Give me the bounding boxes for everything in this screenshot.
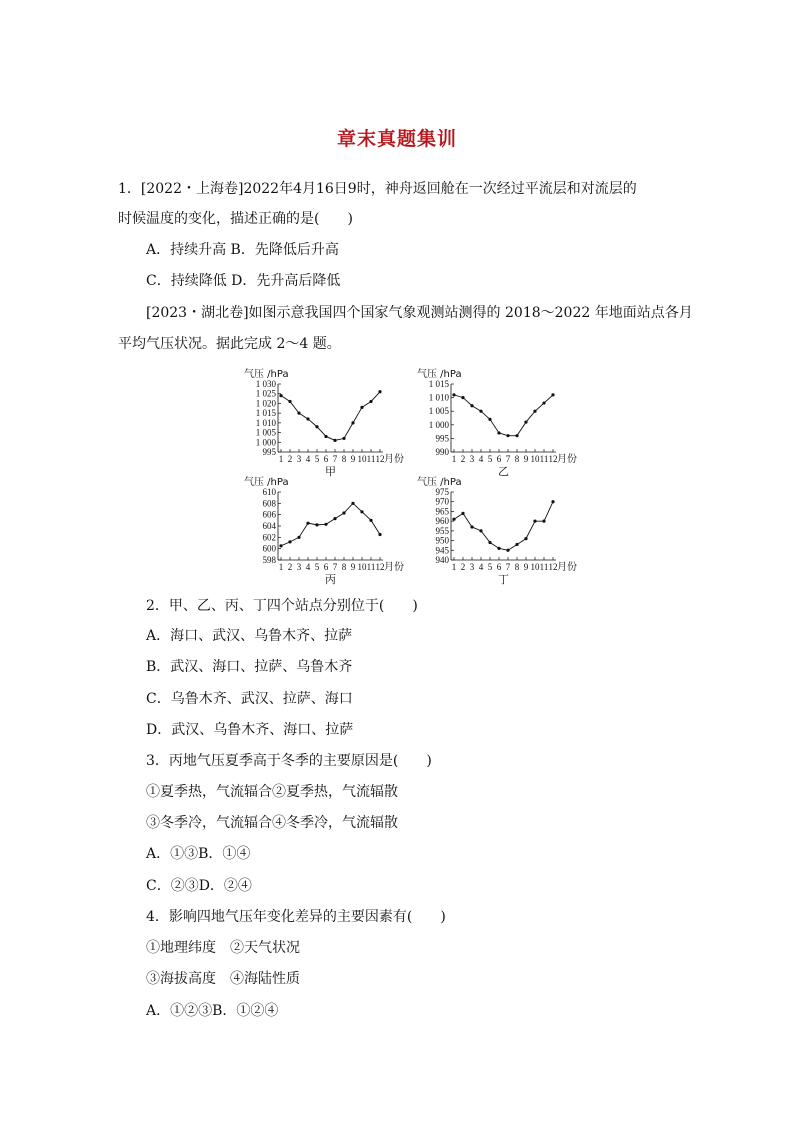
- y-tick-label: 1 020: [255, 398, 276, 409]
- pressure-chart-bing: [225, 474, 404, 586]
- q4-options-ab: A．①②③B．①②④: [146, 1003, 279, 1019]
- y-tick-label: 1 005: [428, 406, 449, 417]
- data-point: [497, 431, 500, 434]
- q3-items-1: ①夏季热，气流辐合②夏季热，气流辐散: [146, 784, 398, 800]
- y-tick-label: 940: [435, 555, 449, 565]
- data-point: [470, 404, 473, 407]
- chart-jia: [225, 366, 404, 478]
- x-axis-label: 月份: [557, 562, 577, 573]
- y-tick-label: 606: [262, 509, 276, 520]
- intro-line2: 平均气压状况。据此完成 2～4 题。: [118, 336, 341, 352]
- y-tick-label: 965: [435, 506, 449, 517]
- y-tick-label: 610: [262, 487, 276, 497]
- y-tick-label: 1 010: [428, 392, 449, 403]
- y-tick-label: 1 025: [255, 388, 276, 399]
- q4-items-2: ③海拔高度 ④海陆性质: [146, 971, 300, 987]
- x-tick-label: 10: [357, 454, 367, 464]
- data-point: [542, 401, 545, 404]
- data-point: [470, 525, 473, 528]
- page-title: 章末真题集训: [336, 128, 457, 150]
- data-point: [360, 510, 363, 513]
- x-tick-label: 9: [523, 454, 529, 464]
- x-tick-label: 3: [469, 562, 475, 572]
- data-point: [497, 547, 500, 550]
- y-tick-label: 945: [435, 545, 449, 556]
- x-tick-label: 7: [332, 454, 338, 464]
- q1-options-ab: A．持续升高 B．先降低后升高: [146, 242, 339, 258]
- data-point: [351, 502, 354, 505]
- x-tick-label: 8: [514, 454, 520, 464]
- y-tick-label: 600: [262, 543, 276, 554]
- x-tick-label: 2: [460, 454, 466, 464]
- x-axis-label: 月份: [384, 454, 404, 465]
- data-point: [551, 393, 554, 396]
- q2-option-b: B．武汉、海口、拉萨、乌鲁木齐: [146, 659, 353, 675]
- q1-options-cd: C．持续降低 D．先升高后降低: [146, 273, 341, 289]
- x-tick-label: 8: [514, 562, 520, 572]
- x-tick-label: 5: [314, 562, 320, 572]
- y-tick-label: 1 000: [428, 419, 449, 430]
- q3-stem: 3．丙地气压夏季高于冬季的主要原因是( ): [146, 753, 432, 769]
- y-tick-label: 1 010: [255, 417, 276, 428]
- pressure-chart-ding: [398, 474, 577, 586]
- chart-yi: [398, 366, 577, 478]
- y-tick-label: 955: [435, 525, 449, 536]
- data-point: [351, 421, 354, 424]
- x-tick-label: 2: [287, 562, 293, 572]
- data-point: [378, 533, 381, 536]
- data-point: [378, 390, 381, 393]
- data-point: [515, 543, 518, 546]
- x-tick-label: 5: [487, 562, 493, 572]
- x-tick-label: 12: [375, 562, 385, 572]
- x-tick-label: 6: [496, 562, 502, 572]
- y-tick-label: 995: [435, 433, 449, 444]
- x-tick-label: 6: [496, 454, 502, 464]
- chart-caption: 甲: [325, 465, 336, 478]
- x-axis-label: 月份: [384, 562, 404, 573]
- chart-bing: [225, 474, 404, 586]
- x-tick-label: 4: [478, 562, 484, 572]
- pressure-chart-yi: [398, 366, 577, 478]
- data-point: [369, 400, 372, 403]
- y-tick-label: 1 015: [428, 379, 449, 389]
- y-axis-label: 气压 /hPa: [417, 477, 462, 488]
- chart-ding: [398, 474, 577, 586]
- data-point: [288, 400, 291, 403]
- x-tick-label: 1: [451, 454, 457, 464]
- x-tick-label: 8: [341, 454, 347, 464]
- x-tick-label: 9: [523, 562, 529, 572]
- y-tick-label: 598: [262, 555, 276, 565]
- x-tick-label: 10: [357, 562, 367, 572]
- y-axis-label: 气压 /hPa: [417, 369, 462, 380]
- data-point: [461, 512, 464, 515]
- q2-option-a: A．海口、武汉、乌鲁木齐、拉萨: [146, 628, 353, 644]
- x-tick-label: 4: [305, 454, 311, 464]
- x-tick-label: 5: [314, 454, 320, 464]
- q2-option-d: D．武汉、乌鲁木齐、海口、拉萨: [146, 722, 354, 738]
- data-point: [506, 549, 509, 552]
- data-point: [551, 500, 554, 503]
- x-tick-label: 7: [332, 562, 338, 572]
- x-tick-label: 5: [487, 454, 493, 464]
- chart-caption: 丙: [325, 573, 336, 586]
- data-point: [524, 420, 527, 423]
- q3-options-cd: C．②③D．②④: [146, 878, 252, 894]
- x-tick-label: 4: [478, 454, 484, 464]
- data-point: [360, 406, 363, 409]
- x-tick-label: 12: [548, 454, 558, 464]
- x-tick-label: 1: [451, 562, 457, 572]
- y-tick-label: 990: [435, 447, 449, 457]
- data-point: [324, 435, 327, 438]
- data-point: [315, 425, 318, 428]
- x-tick-label: 12: [375, 454, 385, 464]
- data-point: [288, 540, 291, 543]
- q3-items-2: ③冬季冷，气流辐合④冬季冷，气流辐散: [146, 815, 398, 831]
- series-line: [281, 392, 380, 441]
- data-point: [533, 520, 536, 523]
- x-tick-label: 3: [296, 562, 302, 572]
- data-point: [479, 410, 482, 413]
- y-tick-label: 960: [435, 516, 449, 527]
- data-point: [297, 536, 300, 539]
- data-point: [452, 393, 455, 396]
- chart-caption: 乙: [498, 465, 509, 478]
- data-point: [488, 541, 491, 544]
- x-tick-label: 1: [278, 454, 284, 464]
- y-tick-label: 602: [262, 532, 276, 543]
- x-tick-label: 6: [323, 454, 329, 464]
- x-tick-label: 12: [548, 562, 558, 572]
- data-point: [488, 418, 491, 421]
- data-point: [279, 544, 282, 547]
- q2-option-c: C．乌鲁木齐、武汉、拉萨、海口: [146, 691, 353, 707]
- y-tick-label: 975: [435, 487, 449, 497]
- x-tick-label: 2: [460, 562, 466, 572]
- q3-options-ab: A．①③B．①④: [146, 846, 251, 862]
- q1-stem-line2: 时候温度的变化，描述正确的是( ): [118, 211, 353, 227]
- data-point: [342, 437, 345, 440]
- x-tick-label: 11: [539, 454, 549, 464]
- data-point: [342, 511, 345, 514]
- x-tick-label: 2: [287, 454, 293, 464]
- x-tick-label: 11: [539, 562, 549, 572]
- x-tick-label: 8: [341, 562, 347, 572]
- x-tick-label: 3: [296, 454, 302, 464]
- x-tick-label: 10: [530, 562, 540, 572]
- y-axis-label: 气压 /hPa: [244, 477, 289, 488]
- q1-stem-line1: 1．[2022・上海卷]2022年4月16日9时，神舟返回舱在一次经过平流层和对流层的: [118, 181, 637, 197]
- data-point: [524, 537, 527, 540]
- y-tick-label: 604: [262, 521, 276, 531]
- x-tick-label: 11: [366, 454, 376, 464]
- data-point: [279, 394, 282, 397]
- data-point: [542, 520, 545, 523]
- series-line: [281, 503, 380, 545]
- y-tick-label: 608: [262, 498, 276, 509]
- y-tick-label: 950: [435, 535, 449, 546]
- y-tick-label: 1 000: [255, 437, 276, 448]
- data-point: [369, 519, 372, 522]
- data-point: [324, 523, 327, 526]
- x-tick-label: 4: [305, 562, 311, 572]
- data-point: [479, 529, 482, 532]
- data-point: [461, 396, 464, 399]
- x-tick-label: 9: [350, 454, 356, 464]
- data-point: [333, 517, 336, 520]
- data-point: [297, 412, 300, 415]
- x-tick-label: 6: [323, 562, 329, 572]
- data-point: [333, 439, 336, 442]
- y-tick-label: 1 015: [255, 408, 276, 419]
- y-tick-label: 1 030: [255, 379, 276, 389]
- q4-items-1: ①地理纬度 ②天气状况: [146, 940, 300, 956]
- series-line: [454, 395, 553, 436]
- q2-stem: 2．甲、乙、丙、丁四个站点分别位于( ): [146, 598, 418, 614]
- data-point: [506, 434, 509, 437]
- x-tick-label: 7: [505, 562, 511, 572]
- pressure-chart-jia: [225, 366, 404, 478]
- intro-line1: [2023・湖北卷]如图示意我国四个国家气象观测站测得的 2018～2022 年地面站点各月: [146, 305, 693, 321]
- x-tick-label: 1: [278, 562, 284, 572]
- y-tick-label: 970: [435, 496, 449, 507]
- x-tick-label: 3: [469, 454, 475, 464]
- x-tick-label: 7: [505, 454, 511, 464]
- y-tick-label: 1 005: [255, 427, 276, 438]
- chart-caption: 丁: [498, 573, 509, 586]
- x-tick-label: 11: [366, 562, 376, 572]
- series-line: [454, 502, 553, 551]
- x-axis-label: 月份: [557, 454, 577, 465]
- x-tick-label: 9: [350, 562, 356, 572]
- x-tick-label: 10: [530, 454, 540, 464]
- y-tick-label: 995: [262, 447, 276, 457]
- q4-stem: 4．影响四地气压年变化差异的主要因素有( ): [146, 909, 446, 925]
- data-point: [452, 518, 455, 521]
- data-point: [306, 417, 309, 420]
- data-point: [515, 434, 518, 437]
- y-axis-label: 气压 /hPa: [244, 369, 289, 380]
- data-point: [315, 523, 318, 526]
- data-point: [306, 522, 309, 525]
- data-point: [533, 410, 536, 413]
